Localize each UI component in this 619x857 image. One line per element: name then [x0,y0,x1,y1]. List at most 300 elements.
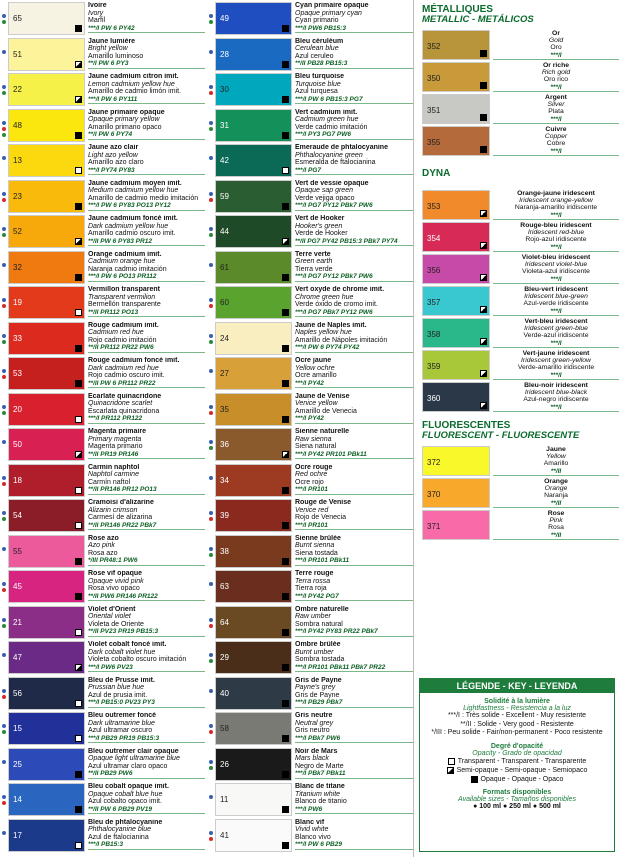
pigment-code: ***/I PY42 PG7 [295,593,413,602]
color-number: 34 [220,475,229,485]
color-swatch-row [414,286,619,318]
pigment-code: **/II PR19 PR146 [88,451,205,460]
format-dots [207,748,215,784]
pigment-code: **/II PB29 PW6 [88,770,205,779]
color-swatch-row [207,819,413,855]
color-name-es: Negro de Marte [295,762,344,770]
format-dot-icon [209,440,213,444]
pigment-code: ***/I PY3 PG7 PW6 [295,131,413,140]
color-swatch-row [207,748,413,784]
format-dot-icon [209,411,213,415]
color-swatch [215,144,292,177]
color-name-fr: Jaune cadmium citron imit. [88,73,179,80]
color-swatch [215,322,292,355]
color-name-fr: Vert de vessie opaque [295,179,369,187]
color-description [85,641,205,677]
format-dots [207,783,215,819]
color-name-en: Terra rossa [295,577,331,585]
color-description [292,677,413,713]
color-number: 45 [13,582,22,591]
color-name-en: Azo pink [88,542,115,550]
color-name-fr: Terre rouge [295,570,334,577]
format-dots [0,215,8,251]
format-dot-icon [209,227,213,231]
lightfastness-title: Solidité à la lumière [484,698,550,705]
lightfastness-level-1: ***/I : Très solide - Excellent - Muy resistente [447,712,587,719]
color-name-en: Naphtol carmine [88,471,139,479]
pigment-code: ***/I PW 6 PB15:3 PG7 [295,96,413,105]
color-number: 355 [427,138,441,147]
opacity-icon [282,416,289,423]
format-dots [207,570,215,606]
color-name-en: Dark cobalt violet hue [88,648,156,656]
color-description [85,73,205,109]
color-name-fr: Cyan primaire opaque [295,2,369,9]
color-swatch-row [0,748,205,784]
pigment-code: ***/I PB29 PR19 PB15:3 [88,735,205,744]
color-name-en: Opaque primary yellow [88,116,160,124]
opacity-icon [75,132,82,139]
color-number: 56 [13,688,22,698]
color-swatch [8,535,85,568]
color-description [292,357,413,393]
section-title: DYNA [422,168,451,179]
color-swatch [215,215,292,248]
color-swatch-row [414,62,619,94]
color-description [490,382,619,414]
color-name-es: Gris neutro [295,727,330,735]
color-name-en: Dark cadmium yellow hue [88,222,169,230]
opacity-icon [282,806,289,813]
pigment-code: **/II PV23 PR19 PB15:3 [88,628,205,637]
pigment-code: ***/I PR101 PBk11 PBk7 PR22 [295,664,413,673]
color-description [292,286,413,322]
color-swatch-row [414,382,619,414]
color-description [85,109,205,145]
color-name-es: Rosa [548,524,564,532]
color-name-en: Transparent vermilion [88,293,156,301]
pigment-code: **/II PB28 PB15:3 [295,60,413,69]
color-name-en: Green earth [295,258,333,266]
color-name-fr: Bleu-vert iridescent [524,286,588,293]
format-dot-icon [209,795,213,799]
color-column-2 [207,2,413,854]
color-swatch [422,286,490,316]
color-name-fr: Jaune lumière [88,37,136,45]
opacity-icon [75,806,82,813]
format-dot-icon [209,547,213,551]
color-swatch-row [0,2,205,38]
color-name-en: Light azo yellow [88,151,138,159]
color-swatch [215,535,292,568]
color-name-en: Chrome green hue [295,293,354,301]
format-dots [207,499,215,535]
color-name-es: Amarillo de Nápoles imitación [295,336,388,344]
format-dot-icon [2,127,6,131]
color-name-es: Amarillo cadmio oscuro imit. [88,230,176,238]
opacity-icon [75,345,82,352]
color-name-es: Azul cobalto opaco imit. [88,798,162,806]
opacity-icon [75,96,82,103]
format-dot-icon [209,91,213,95]
color-name-fr: Jaune cadmium foncé imit. [88,215,178,222]
format-dot-icon [2,14,6,18]
color-name-fr: Vert-bleu iridescent [524,318,588,325]
color-swatch [215,251,292,284]
opacity-icon [282,96,289,103]
color-name-en: Turquoise blue [295,80,341,88]
format-dot-icon [209,156,213,160]
pigment-code: ***/I PY74 PY83 [88,167,205,176]
color-description [85,38,205,74]
format-dots [0,712,8,748]
color-name-en: Gold [548,37,564,45]
section-fluorescent [414,420,619,446]
color-description [85,286,205,322]
format-dots [207,393,215,429]
opacity-icon [75,416,82,423]
color-name-es: Azul-verde iridiscente [523,300,589,308]
color-name-en: Dark ultramarine blue [88,719,155,727]
format-dot-icon [2,588,6,592]
color-name-es: Amarillo azo claro [88,159,144,167]
format-dots [0,428,8,464]
pigment-code: ***/I PG7 PY12 PBk7 PW6 [295,202,413,211]
color-name-en: Iridescent orange-yellow [519,197,593,205]
color-name-en: Cadmium orange hue [88,258,156,266]
format-dot-icon [2,50,6,54]
color-swatch [8,677,85,710]
pigment-code: ***/I PY42 [295,380,413,389]
format-dot-icon [209,14,213,18]
color-swatch-row [0,215,205,251]
opacity-icon [75,380,82,387]
format-dot-icon [2,233,6,237]
format-dots [207,641,215,677]
color-name-es: Rojo cadmio oscuro imit. [88,372,165,380]
format-dot-icon [2,517,6,521]
color-name-en: Burnt umber [295,648,334,656]
color-description [292,428,413,464]
color-swatch-row [0,819,205,855]
color-number: 24 [220,333,229,343]
color-name-es: Amarillo primario opaco [88,123,162,131]
color-name-fr: Bleu cobalt opaque imit. [88,783,169,790]
pigment-code: ***/I [493,244,619,252]
color-name-es: Violeta cobalto oscuro imitación [88,656,187,664]
color-number: 64 [220,617,229,627]
opacity-icon [75,203,82,210]
formats-subtitle: Available sizes - Tamaños disponibles [458,795,576,803]
pigment-code: ***/I [493,276,619,284]
format-dots [0,535,8,571]
color-name-en: Oriental violet [88,613,131,621]
color-number: 42 [220,156,229,165]
format-dots [207,712,215,748]
format-dot-icon [209,831,213,835]
format-dots [0,73,8,109]
color-name-fr: Jaune azo clair [88,144,139,151]
opacity-icon [75,522,82,529]
color-swatch [8,570,85,603]
format-dot-icon [2,133,6,137]
format-dot-icon [209,263,213,267]
color-name-es: Marfil [88,17,106,25]
format-dots [207,677,215,713]
format-dot-icon [209,553,213,557]
section-subtitle: FLUORESCENT - FLUORESCENTE [422,430,580,441]
opacity-icon [282,274,289,281]
format-dot-icon [2,91,6,95]
color-number: 40 [220,688,229,698]
color-name-fr: Blanc vif [295,818,325,826]
opacity-icon [282,451,289,458]
color-name-en: Opaque primary cyan [295,9,362,17]
color-swatch [215,712,292,745]
pigment-code: ***/I PW 6 PY83 PO13 PY12 [88,202,205,211]
color-swatch-row [207,286,413,322]
color-swatch-row [207,783,413,819]
opacity-opaque: Opaque - Opaque - Opaco [420,775,614,784]
format-dot-icon [209,618,213,622]
color-swatch-row [207,73,413,109]
format-dot-icon [209,724,213,728]
color-swatch-row [0,144,205,180]
opaque-icon [471,776,478,783]
pigment-code: ***/I [493,372,619,380]
color-number: 32 [13,262,22,272]
pigment-code: **/II [493,500,619,508]
color-swatch [422,446,490,476]
format-dot-icon [209,85,213,89]
color-description [292,535,413,571]
pigment-code: **/II PW 6 PR112 PR22 [88,380,205,389]
format-dot-icon [2,582,6,586]
format-dots [207,535,215,571]
opacity-title: Degré d'opacité [490,742,544,750]
color-name-fr: Bleu céruléum [295,37,344,45]
color-name-fr: Violet cobalt foncé imit. [88,641,167,648]
format-dot-icon [2,304,6,308]
color-name-es: Azul-negro iridiscente [523,396,589,404]
pigment-code: ***/I [493,52,619,60]
format-dot-icon [2,227,6,231]
color-swatch-row [414,446,619,478]
color-swatch-row [207,606,413,642]
color-name-en: Payne's grey [295,684,336,692]
color-swatch-row [207,641,413,677]
format-dot-icon [209,304,213,308]
pigment-code: **/II PR112 PO13 [88,309,205,318]
color-swatch-row [0,641,205,677]
color-name-es: Rojo cadmio imitación [88,336,157,344]
color-number: 17 [13,830,22,840]
format-dot-icon [209,198,213,202]
pigment-code: **/II PW6 PR146 PR122 [88,593,205,602]
color-name-en: Iridescent violet-blue [524,261,588,269]
color-description [85,499,205,535]
color-name-en: Vivid white [295,826,329,834]
format-dot-icon [209,766,213,770]
color-name-fr: Or [552,30,560,37]
color-description [85,783,205,819]
format-dots [0,144,8,180]
color-swatch-row [207,570,413,606]
opacity-icon [282,238,289,245]
opacity-icon [480,210,487,217]
format-dot-icon [209,760,213,764]
color-swatch [8,393,85,426]
section-dyna [414,168,619,190]
color-name-fr: Rouge cadmium foncé imit. [88,357,180,364]
pigment-code: **/II PR146 PR22 PBk7 [88,522,205,531]
opacity-icon [282,167,289,174]
opacity-semi-opaque: Semi-opaque - Semi-opaque - Semiopaco [420,766,614,775]
opacity-icon [480,242,487,249]
color-description [490,478,619,510]
opacity-icon [75,451,82,458]
color-swatch-row [0,783,205,819]
pigment-code: ***/I PW6 PB15:3 [295,25,413,34]
color-swatch-row [0,570,205,606]
opacity-transparent: Transparent - Transparent - Transparente [420,757,614,766]
color-name-es: Verde-amarillo iridiscente [517,364,595,372]
color-description [85,748,205,784]
format-dots [207,464,215,500]
format-dots [0,286,8,322]
opacity-icon [75,238,82,245]
pigment-code: ***/I PB15:0 PV23 PY3 [88,699,205,708]
opacity-icon [282,203,289,210]
format-dot-icon [2,724,6,728]
pigment-code: ***/I [493,212,619,220]
color-name-es: Plata [548,108,564,116]
color-name-en: Alizarin crimson [88,506,138,514]
color-number: 11 [220,795,229,804]
opacity-icon [282,700,289,707]
color-name-en: Dark cadmium red hue [88,364,159,372]
color-description [292,748,413,784]
format-dots [0,570,8,606]
color-number: 35 [220,404,229,414]
color-number: 50 [13,440,22,449]
pigment-code: ***/I PBk7 PBk11 [295,770,413,779]
color-swatch [8,215,85,248]
pigment-code: ***/I PW6 PV23 [88,664,205,673]
color-swatch-row [0,606,205,642]
opacity-icon [282,25,289,32]
color-name-fr: Ecarlate quinacridone [88,392,162,400]
color-swatch-row [207,109,413,145]
color-number: 13 [13,156,22,165]
color-description [292,712,413,748]
color-description [85,570,205,606]
color-swatch-row [207,357,413,393]
color-swatch [215,180,292,213]
color-swatch-row [414,222,619,254]
opacity-icon [480,82,487,89]
color-name-fr: Bleu outremer foncé [88,712,157,719]
color-description [292,606,413,642]
color-description [85,606,205,642]
pigment-code: ***/I PY42 PR101 PBk11 [295,451,413,460]
color-number: 47 [13,653,22,662]
format-dots [0,109,8,145]
color-number: 52 [13,227,22,236]
color-name-en: Quinacridone scarlet [88,400,153,408]
format-dots [0,677,8,713]
color-name-fr: Bleu-noir iridescent [524,382,588,389]
format-dot-icon [209,730,213,734]
color-swatch-row [414,510,619,542]
color-swatch [8,286,85,319]
color-name-fr: Ocre rouge [295,463,333,471]
color-name-fr: Jaune de Naples imit. [295,321,367,329]
color-swatch [8,38,85,71]
format-dot-icon [2,375,6,379]
color-name-en: Titanium white [295,790,341,798]
format-dots [0,251,8,287]
format-dots [207,144,215,180]
color-swatch [422,94,490,124]
color-name-fr: Rose azo [88,534,119,542]
color-swatch-row [0,393,205,429]
format-dot-icon [2,689,6,693]
color-name-fr: Rose [547,510,565,517]
format-dots [207,73,215,109]
format-dot-icon [2,831,6,835]
color-number: 20 [13,404,22,414]
color-number: 356 [427,266,441,275]
pigment-code: ***/I PG7 [295,167,413,176]
color-name-es: Azul turquesa [295,88,338,96]
color-name-es: Rosa vivo opaco [88,585,140,593]
formats-list: ● 100 ml ● 250 ml ● 500 ml [473,802,561,810]
format-dots [0,2,8,38]
color-name-es: Carmesí de alizarina [88,514,153,522]
color-name-es: Verde vejiga opaco [295,194,355,202]
format-dot-icon [2,547,6,551]
color-name-en: Pink [549,517,563,525]
color-description [292,109,413,145]
color-name-en: Opaque sap green [295,187,353,195]
color-description [292,2,413,38]
opacity-icon [75,487,82,494]
pigment-code: **/I PW 6 PY74 [88,131,205,140]
color-name-es: Violeta-azul iridiscente [522,268,590,276]
pigment-code: **/II [493,532,619,540]
color-description [490,446,619,478]
color-name-en: Bright yellow [88,45,128,53]
metallic-list [414,30,619,158]
color-swatch [422,254,490,284]
pigment-code: ***/I PR101 [295,522,413,531]
lightfastness-level-3: */III : Peu solide - Fair/non-permanent - Poco resistente [431,729,603,736]
color-swatch [215,570,292,603]
format-dot-icon [2,801,6,805]
color-name-es: Sombra tostada [295,656,345,664]
format-dot-icon [209,511,213,515]
format-dots [207,38,215,74]
color-name-fr: Gris de Payne [295,676,342,684]
color-name-es: Gris de Payne [295,691,340,699]
color-name-es: Violeta de Oriente [88,620,144,628]
format-dot-icon [209,624,213,628]
color-name-en: Venice yellow [295,400,338,408]
color-swatch [422,478,490,508]
color-name-es: Cobre [546,140,566,148]
color-name-fr: Violet d'Orient [88,605,136,613]
